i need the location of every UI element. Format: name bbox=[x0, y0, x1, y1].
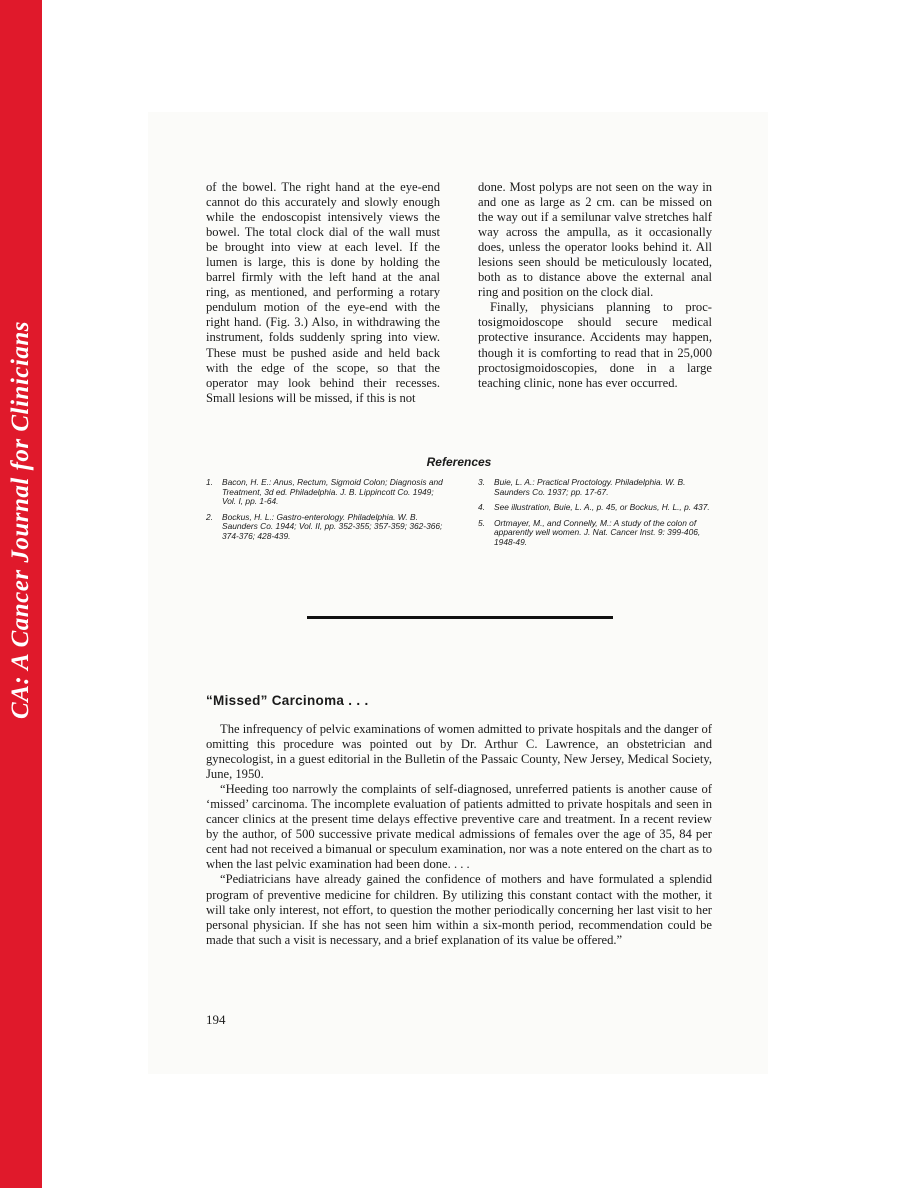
reference-number: 1. bbox=[206, 477, 213, 487]
journal-title: CA: A Cancer Journal for Clinicians bbox=[7, 321, 34, 719]
reference-number: 5. bbox=[478, 517, 485, 528]
reference-number: 4. bbox=[478, 502, 485, 512]
reference-text: Bacon, H. E.: Anus, Rectum, Sigmoid Colon; Diagnosis and Treatment, 3d ed. Philadelphia. J. B. Lippincott Co. 1949; Vol. I, pp. 1-64. bbox=[222, 477, 443, 506]
references-column-left bbox=[206, 478, 446, 547]
article-paragraph: done. Most polyps are not seen on the way in and one as large as 2 cm. can be missed on the way out if a semilunar valve stretches half way across the ampulla, as it occasionally does, unless the operator looks behind it. All lesions seen should be meticulously located, both as to distance above the external anal ring and position on the clock dial. bbox=[478, 180, 712, 300]
reference-item bbox=[478, 503, 718, 513]
reference-text: Bockus, H. L.: Gastro-enterology. Philadelphia. W. B. Saunders Co. 1944; Vol. II, pp. 352-355; 357-359; 362-366; 374-376; 428-439. bbox=[222, 511, 443, 541]
body-paragraph: “Pediatricians have already gained the confidence of mothers and have formulated a splendid program of preventive medicine for children. By utilizing this constant contact with the mother, it will take only interest, not effort, to question the mother periodically concerning her last visit to her personal physician. If she has not seen him within a six-month period, recommendation could be made that such a visit is necessary, and a brief explanation of its value be offered.” bbox=[206, 872, 712, 947]
references-column-right bbox=[478, 478, 718, 553]
section-title: “Missed” Carcinoma . . . bbox=[206, 693, 369, 708]
reference-text: Ortmayer, M., and Connelly, M.: A study of the colon of apparently well women. J. Nat. Cancer Inst. 9: 399-406, 1948-49. bbox=[494, 517, 701, 547]
article-column-right bbox=[478, 180, 712, 391]
reference-item bbox=[206, 513, 446, 542]
journal-spine bbox=[0, 0, 42, 1188]
reference-number: 2. bbox=[206, 511, 213, 522]
reference-item bbox=[478, 519, 718, 548]
article-column-left bbox=[206, 180, 440, 406]
reference-text: Buie, L. A.: Practical Proctology. Philadelphia. W. B. Saunders Co. 1937; pp. 17-67. bbox=[494, 477, 686, 497]
page-number: 194 bbox=[206, 1012, 226, 1027]
reference-item bbox=[206, 478, 446, 507]
references-heading: References bbox=[426, 455, 492, 469]
reference-text: See illustration, Buie, L. A., p. 45, or Bockus, H. L., p. 437. bbox=[494, 502, 710, 512]
reference-item bbox=[478, 478, 718, 497]
missed-carcinoma-body bbox=[206, 722, 712, 948]
reference-number: 3. bbox=[478, 477, 485, 487]
body-paragraph: The infrequency of pelvic examinations of women admitted to private hospitals and the danger of omitting this procedure was pointed out by Dr. Arthur C. Lawrence, an obstetrician and gynecologist, in a guest editorial in the Bulletin of the Passaic County, New Jersey, Medical Society, June, 1950. bbox=[206, 722, 712, 782]
article-paragraph: Finally, physicians planning to proctosigmoidoscope should secure medical protective insurance. Accidents may happen, though it is comforting to read that in 25,000 proctosigmoidoscopies, done in a large teaching clinic, none has ever occurred. bbox=[478, 300, 712, 390]
article-paragraph: of the bowel. The right hand at the eye-end cannot do this accurately and slowly enough while the endoscopist intensively views the bowel. The total clock dial of the wall must be brought into view at each level. If the lumen is large, this is done by holding the barrel firmly with the left hand at the anal ring, as mentioned, and performing a rotary pendulum motion of the eye-end with the right hand. (Fig. 3.) Also, in withdrawing the instrument, folds suddenly spring into view. These must be pushed aside and held back with the edge of the scope, so that the operator may look behind their recesses. Small lesions will be missed, if this is not bbox=[206, 180, 440, 405]
section-divider bbox=[307, 616, 613, 619]
body-paragraph: “Heeding too narrowly the complaints of self-diagnosed, unreferred patients is another cause of ‘missed’ carcinoma. The incomplete evaluation of patients admitted to private hospitals and seen in cancer clinics at the present time delays effective preventive care and treatment. In a recent review by the author, of 500 successive private medical admissions of females over the age of 35, 84 per cent had not received a bimanual or speculum examination, nor was a note entered on the chart as to when the last pelvic examination had been done. . . . bbox=[206, 782, 712, 872]
